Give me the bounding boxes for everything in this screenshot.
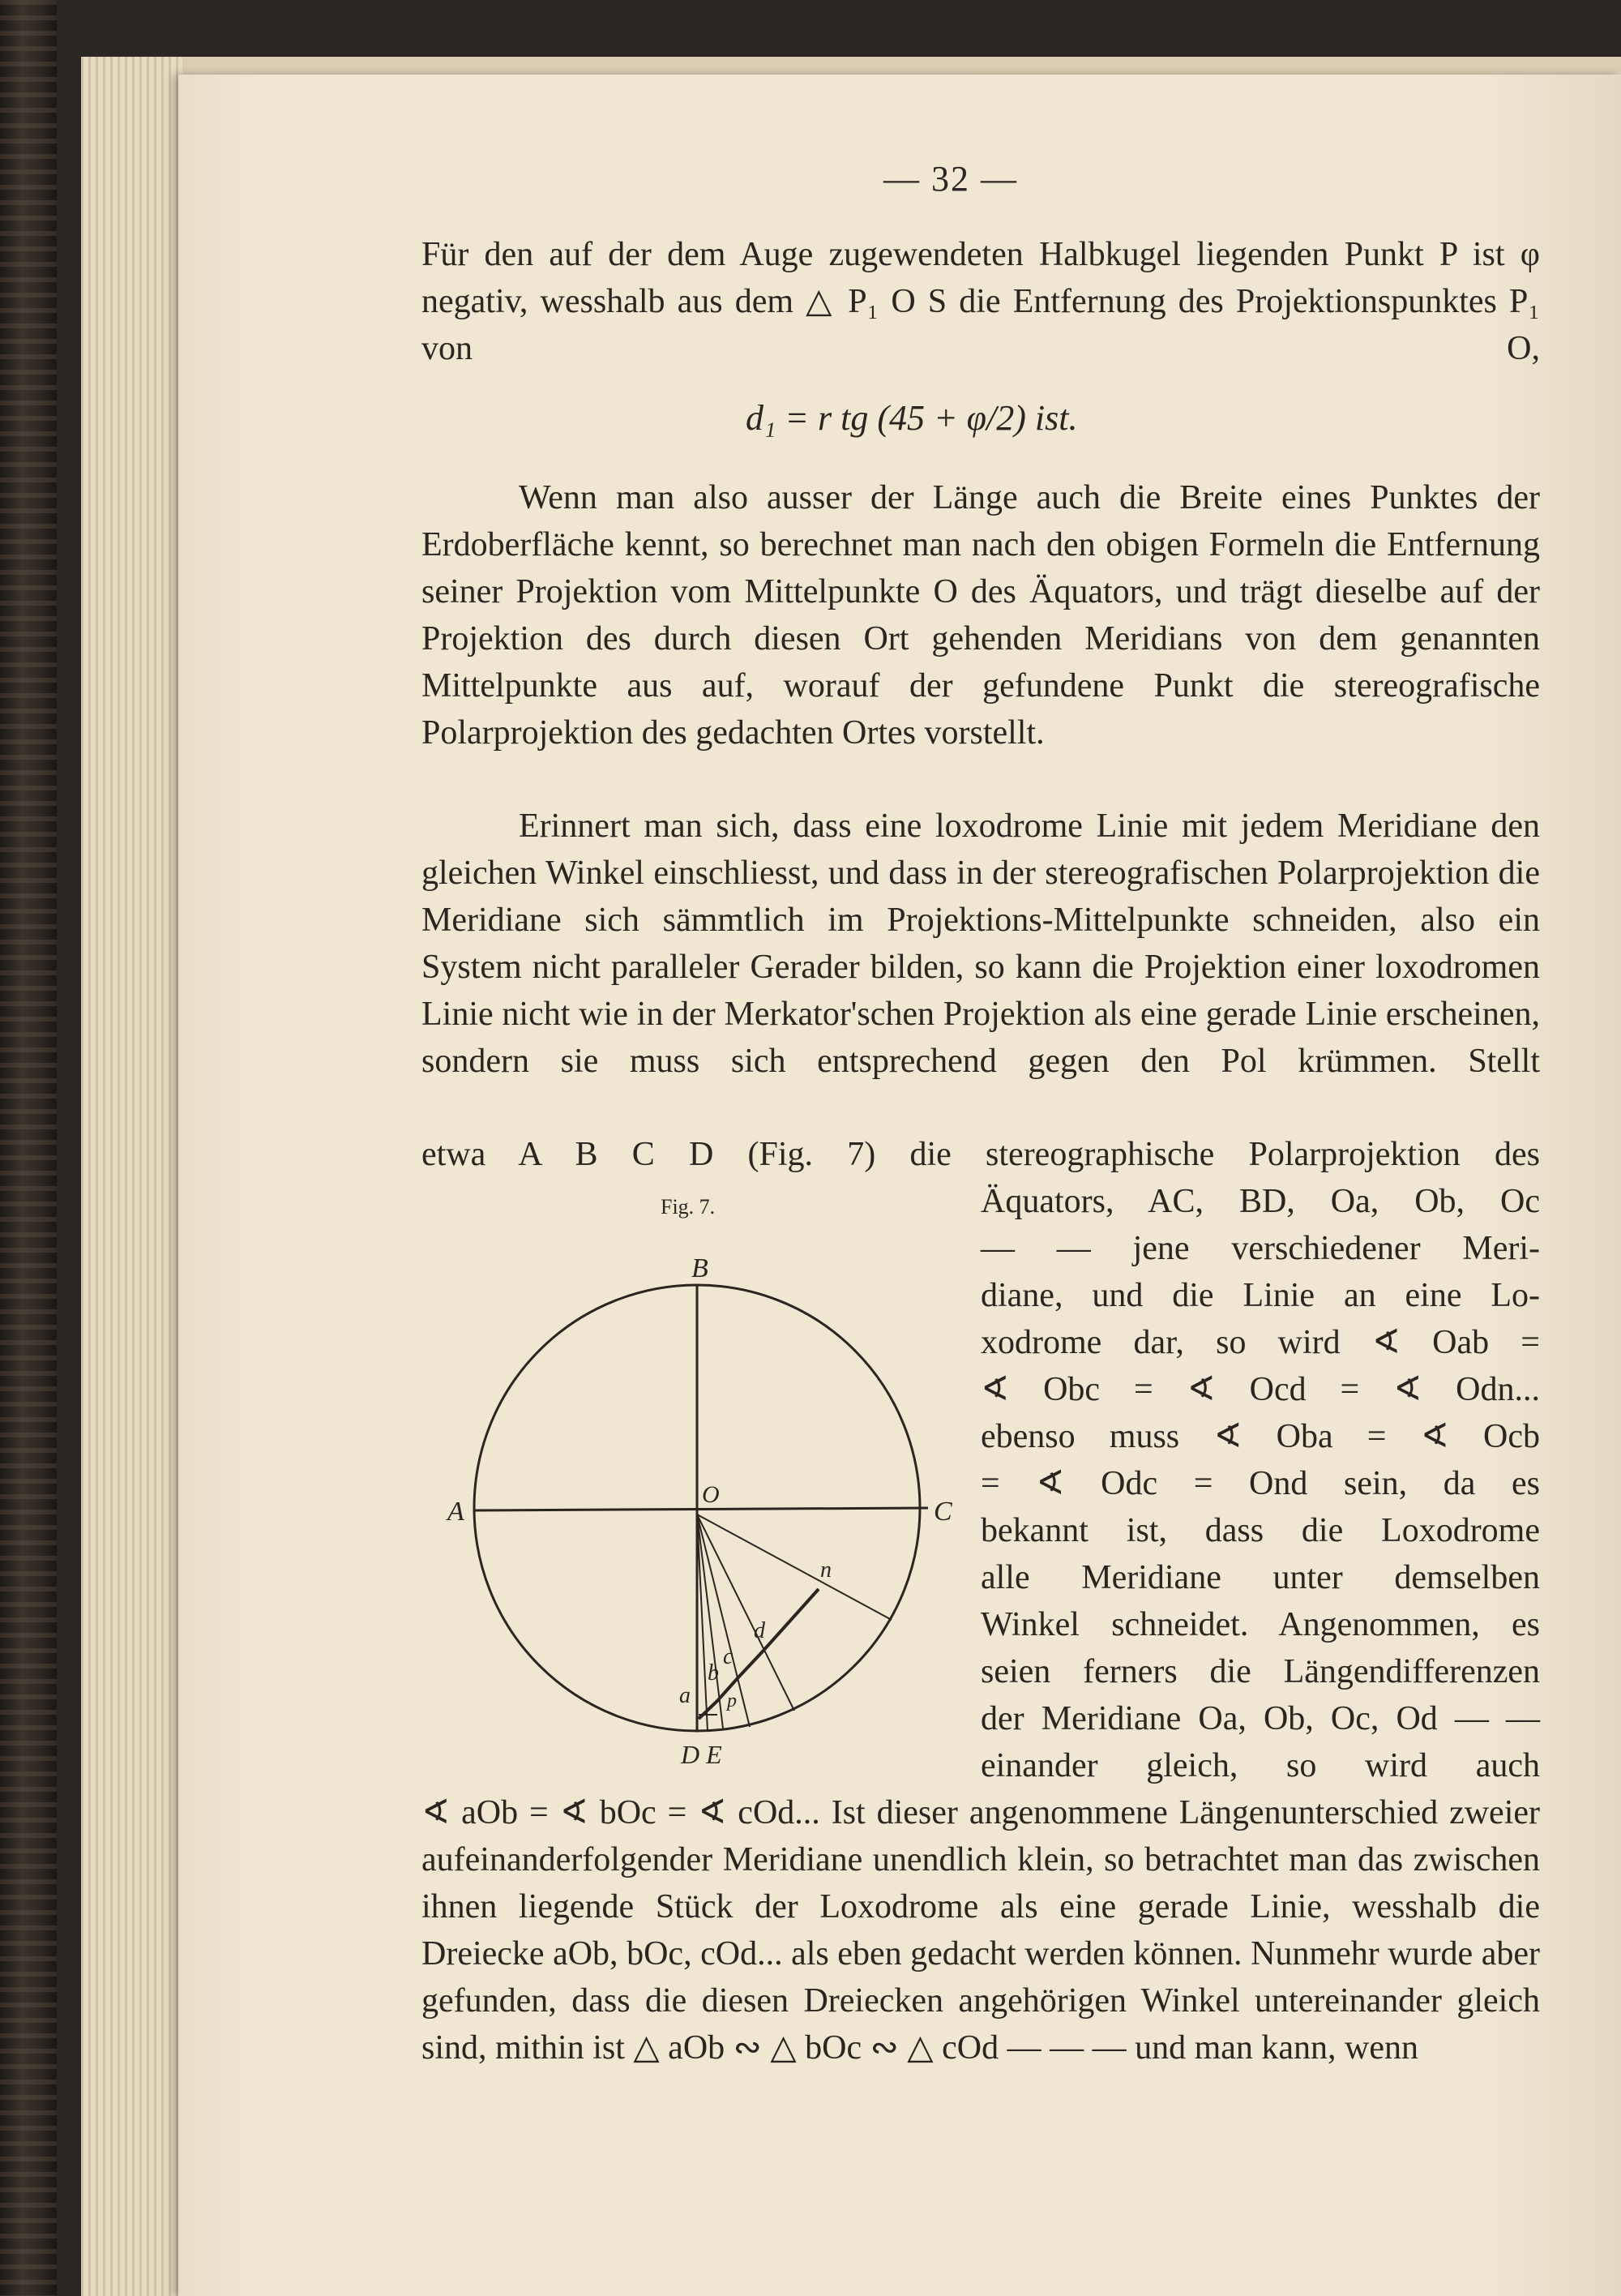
wrap-line-7: = ∢ Odc = Ond sein, da es	[981, 1465, 1540, 1502]
wrap-line-1: Äquators, AC, BD, Oa, Ob, Oc	[981, 1183, 1540, 1220]
figure-caption: Fig. 7.	[661, 1195, 716, 1219]
label-a-left: A	[447, 1497, 464, 1527]
paragraph-2: Wenn man also ausser der Länge auch die Breite eines Punktes der Erdoberfläche kennt, so berechnet man nach den obigen Formeln die Entfernung seiner Projektion vom Mittelpunkte O des Äquators, und trägt dieselbe auf der Projektion des durch diesen Ort gehenden Meridians von dem genannten Mittelpunkte aus auf, worauf der gefundene Punkt die stereografische Polarprojektion des gedachten Ortes vorstellt.	[421, 479, 1540, 752]
page-number: — 32 —	[883, 159, 1018, 199]
loxodrome-line	[699, 1589, 819, 1719]
meridian-oa	[697, 1514, 708, 1731]
wrap-line-2: — — jene verschiedener Meri-	[981, 1230, 1540, 1267]
label-b-point: b	[708, 1660, 719, 1686]
meridian-ac	[474, 1508, 928, 1510]
paragraph-1: Für den auf der dem Auge zugewendeten Halbkugel liegenden Punkt P ist φ negativ, wesshalb aus dem △ P₁ O S die Entfernung des Projektionspunktes P₁ von O,	[421, 236, 1540, 367]
label-de: D E	[681, 1740, 722, 1769]
wrap-line-9: alle Meridiane unter demselben	[981, 1559, 1540, 1596]
label-c-point: c	[723, 1644, 734, 1669]
label-o: O	[702, 1481, 720, 1508]
formula-d1: d₁ = r tg (45 + φ/2) ist.	[746, 398, 1078, 438]
label-c-right: C	[934, 1497, 952, 1527]
label-p-point: p	[727, 1690, 737, 1711]
wrap-line-3: diane, und die Linie an eine Lo-	[981, 1277, 1540, 1314]
wrap-line-12: der Meridiane Oa, Ob, Oc, Od — —	[981, 1700, 1540, 1737]
meridian-radial	[697, 1514, 892, 1620]
figure-7-diagram	[438, 1240, 956, 1776]
book-binding	[0, 0, 57, 2296]
wrap-line-13: einander gleich, so wird auch	[981, 1747, 1540, 1784]
label-d-point: d	[754, 1618, 765, 1643]
label-a-point: a	[679, 1683, 691, 1708]
label-b-top: B	[691, 1253, 708, 1283]
wrap-line-11: seien ferners die Längendifferenzen	[981, 1653, 1540, 1690]
wrap-line-4: xodrome dar, so wird ∢ Oab =	[981, 1324, 1540, 1361]
wrap-line-6: ebenso muss ∢ Oba = ∢ Ocb	[981, 1418, 1540, 1455]
meridian-ob	[697, 1514, 723, 1728]
wrap-line-10: Winkel schneidet. Angenommen, es	[981, 1606, 1540, 1643]
paragraph-3-top: Erinnert man sich, dass eine loxodrome Linie mit jedem Meridiane den gleichen Winkel einschliesst, und dass in der stereografischen Polarprojektion die Meridiane sich sämmtlich im Projektions-Mittelpunkte schneiden, also ein System nicht paralleler Gerader bilden, so kann die Projektion einer loxodromen Linie nicht wie in der Merkator'schen Projektion als eine gerade Linie erscheinen, sondern sie muss sich entsprechend gegen den Pol krümmen. Stellt	[421, 807, 1540, 1080]
page-edges	[81, 57, 182, 2296]
paragraph-3-bottom: ∢ aOb = ∢ bOc = ∢ cOd... Ist dieser angenommene Längenunterschied zweier aufeinanderfolgender Meridiane unendlich klein, so betrachtet man das zwischen ihnen liegende Stück der Loxodrome als eine gerade Linie, wesshalb die Dreiecke aOb, bOc, cOd... als eben gedacht werden können. Nunmehr wurde aber gefunden, dass die diesen Dreiecken angehörigen Winkel untereinander gleich sind, mithin ist △ aOb ∾ △ bOc ∾ △ cOd — — — und man kann, wenn	[421, 1794, 1540, 2067]
label-n-point: n	[820, 1557, 832, 1583]
paragraph-3-line-before-figure: etwa A B C D (Fig. 7) die stereographische Polarprojektion des	[421, 1136, 1540, 1173]
wrap-line-8: bekannt ist, dass die Loxodrome	[981, 1512, 1540, 1549]
wrap-line-5: ∢ Obc = ∢ Ocd = ∢ Odn...	[981, 1371, 1540, 1408]
